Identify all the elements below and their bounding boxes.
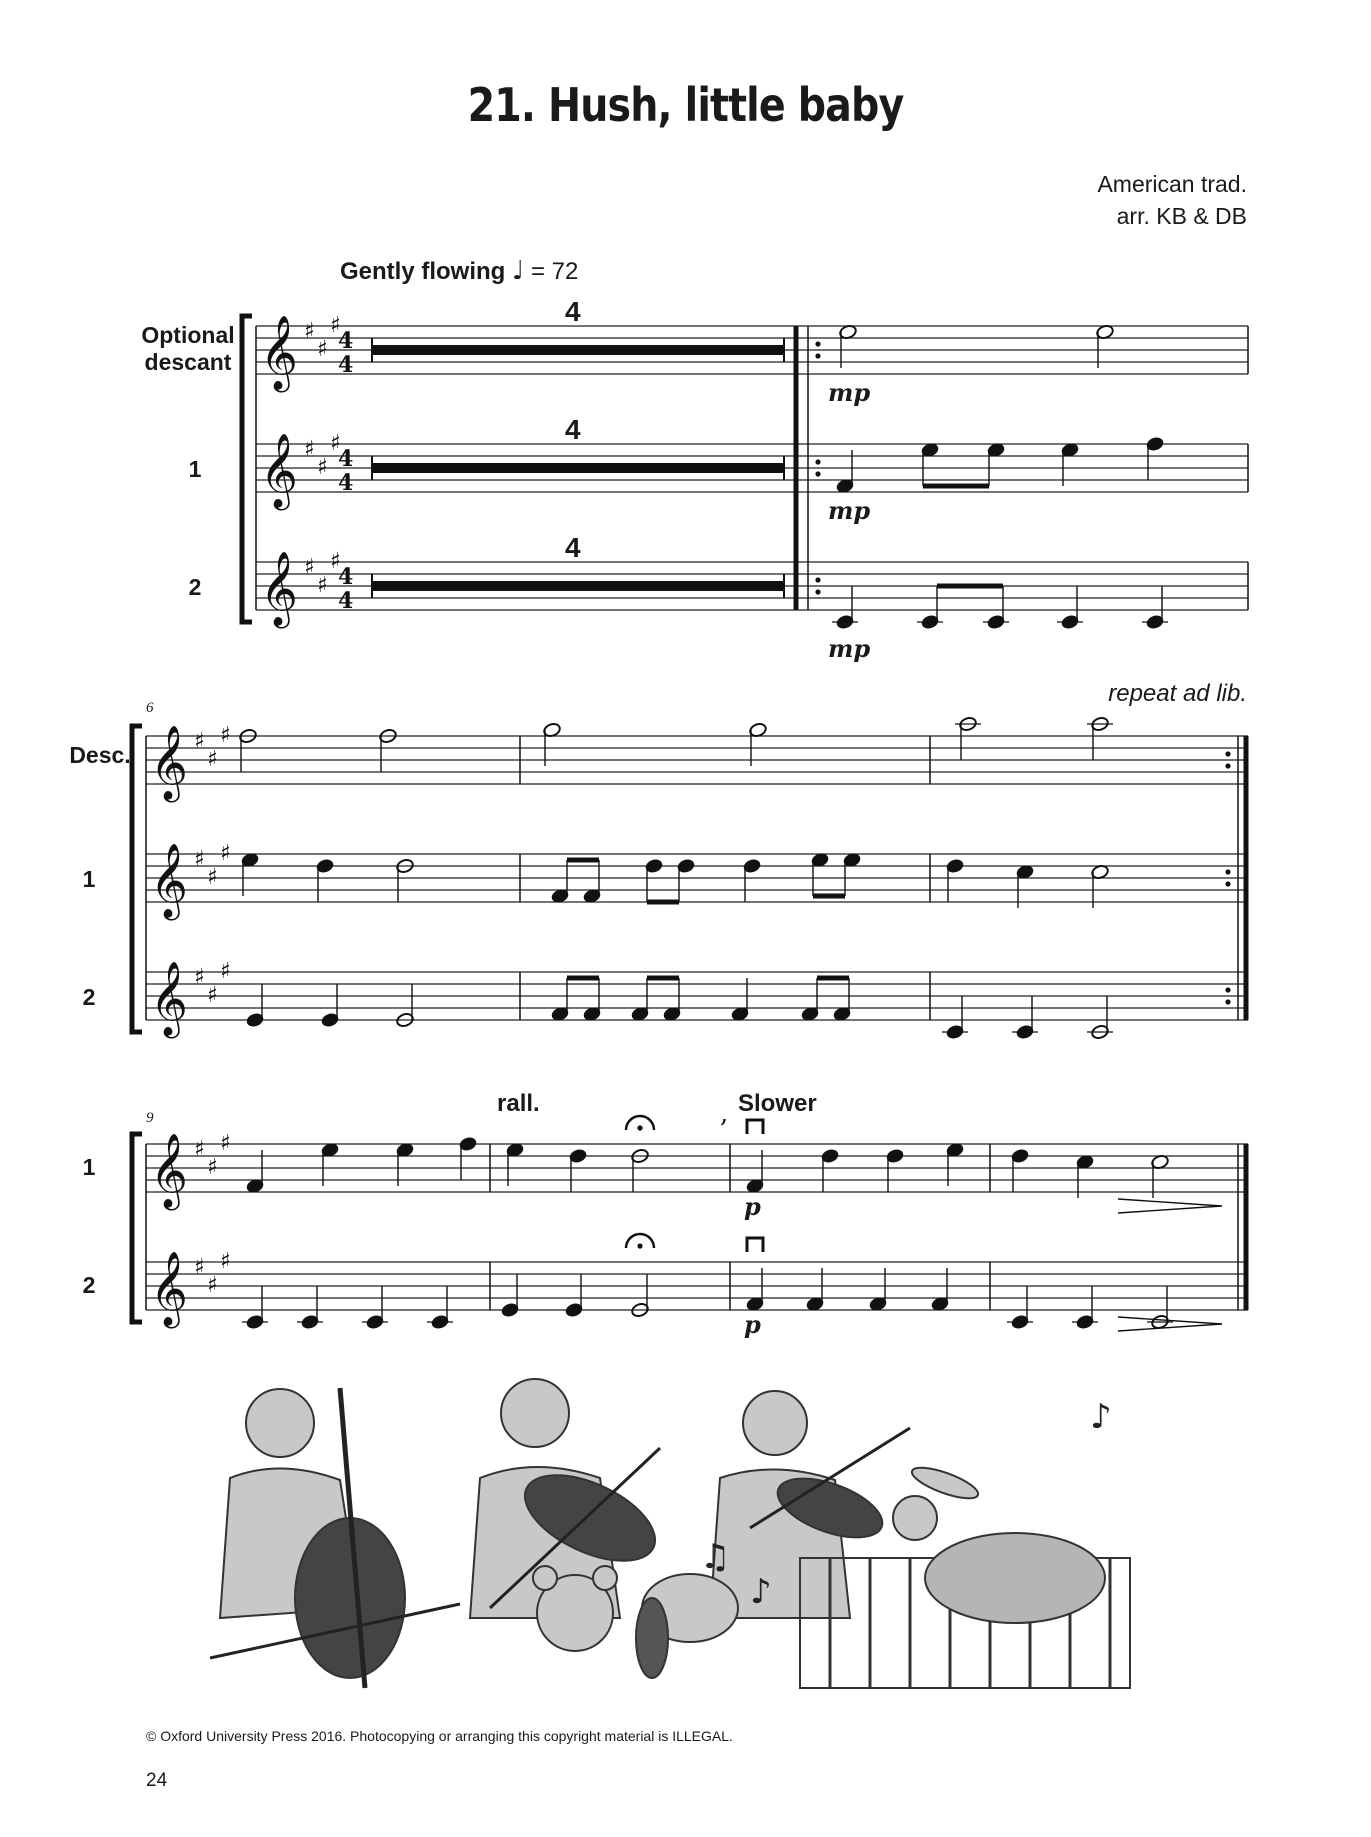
fermata-dot [637,1243,642,1248]
sharp-icon: ♯ [194,847,205,872]
dynamic-p: p [744,1192,761,1221]
sharp-icon: ♯ [207,865,218,890]
repeat-dot [1225,763,1230,768]
measure-number: 6 [146,700,154,716]
sharp-icon: ♯ [220,959,231,984]
time-signature: 4 [338,470,354,496]
multirest-number: 4 [565,414,581,445]
breath-mark-icon: , [720,1099,729,1129]
treble-clef-icon: 𝄞 [150,1134,188,1208]
part-label-2: 2 [82,1272,96,1298]
time-signature: 4 [338,352,354,378]
quarter-note-icon: ♩ [512,256,525,286]
repeat-dot [1225,987,1230,992]
multirest-bar [372,463,784,473]
fermata-dot [637,1125,642,1130]
diminuendo-hairpin [1118,1317,1222,1331]
system-bracket [242,316,252,622]
repeat-dot [1225,999,1230,1004]
repeat-dot [815,459,820,464]
repeat-dot [815,589,820,594]
repeat-dot [1225,869,1230,874]
sharp-icon: ♯ [220,1131,231,1156]
sharp-icon: ♯ [220,841,231,866]
sharp-icon: ♯ [304,437,315,462]
music-note-icon: ♪ [1090,1397,1112,1437]
dynamic-mp: mp [828,378,871,407]
part-label-1: 1 [188,456,202,482]
repeat-dot [815,353,820,358]
page-title: 21. Hush, little baby [467,78,904,132]
sharp-icon: ♯ [304,555,315,580]
dynamic-mp: mp [828,496,871,525]
sharp-icon: ♯ [304,319,315,344]
tempo-text: Gently flowing [340,258,506,285]
repeat-dot [1225,751,1230,756]
sharp-icon: ♯ [194,965,205,990]
treble-clef-icon: 𝄞 [150,962,188,1036]
music-note-icon: ♫ [700,1537,731,1577]
repeat-dot [815,471,820,476]
treble-clef-icon: 𝄞 [260,316,298,390]
tempo-bpm: = 72 [530,258,579,285]
time-signature: 4 [338,588,354,614]
sharp-icon: ♯ [207,747,218,772]
down-bow-icon [747,1238,763,1252]
sharp-icon: ♯ [330,549,341,574]
multirest-number: 4 [565,296,581,327]
multirest-bar [372,345,784,355]
down-bow-icon [747,1120,763,1134]
measure-number: 9 [146,1110,154,1126]
sharp-icon: ♯ [220,1249,231,1274]
multirest-number: 4 [565,532,581,563]
part-label-2: 2 [82,984,96,1010]
sharp-icon: ♯ [194,1255,205,1280]
dynamic-mp: mp [828,634,871,663]
sharp-icon: ♯ [330,431,341,456]
system-bracket [132,1134,142,1322]
part-label-2: 2 [188,574,202,600]
sharp-icon: ♯ [207,1155,218,1180]
treble-clef-icon: 𝄞 [150,844,188,918]
part-label-descant-short: Desc. [69,742,131,768]
sharp-icon: ♯ [194,729,205,754]
part-label-descant: Optional descant [141,322,235,375]
repeat-dot [1225,881,1230,886]
treble-clef-icon: 𝄞 [150,726,188,800]
rall-direction: rall. [497,1090,540,1117]
sharp-icon: ♯ [220,723,231,748]
treble-clef-icon: 𝄞 [260,434,298,508]
time-signature: 4 [338,328,354,354]
multirest-bar [372,581,784,591]
repeat-dot [815,577,820,582]
sharp-icon: ♯ [330,313,341,338]
musicians-illustration [190,1368,1190,1708]
part-label-1: 1 [82,1154,96,1180]
treble-clef-icon: 𝄞 [260,552,298,626]
arranger: arr. KB & DB [1116,203,1247,229]
diminuendo-hairpin [1118,1199,1222,1213]
sharp-icon: ♯ [207,983,218,1008]
sharp-icon: ♯ [317,573,328,598]
treble-clef-icon: 𝄞 [150,1252,188,1326]
system-bracket [132,726,142,1032]
time-signature: 4 [338,564,354,590]
sharp-icon: ♯ [194,1137,205,1162]
page-number: 24 [146,1770,168,1791]
sharp-icon: ♯ [207,1273,218,1298]
composer: American trad. [1097,171,1247,197]
part-label-1: 1 [82,866,96,892]
repeat-direction: repeat ad lib. [1108,680,1247,707]
slower-direction: Slower [738,1090,817,1117]
sharp-icon: ♯ [317,455,328,480]
music-note-icon: ♪ [750,1572,772,1612]
repeat-dot [815,341,820,346]
copyright-notice: © Oxford University Press 2016. Photocopying or arranging this copyright material is ILLEGAL. [146,1728,733,1744]
dynamic-p: p [744,1310,761,1339]
sharp-icon: ♯ [317,337,328,362]
time-signature: 4 [338,446,354,472]
